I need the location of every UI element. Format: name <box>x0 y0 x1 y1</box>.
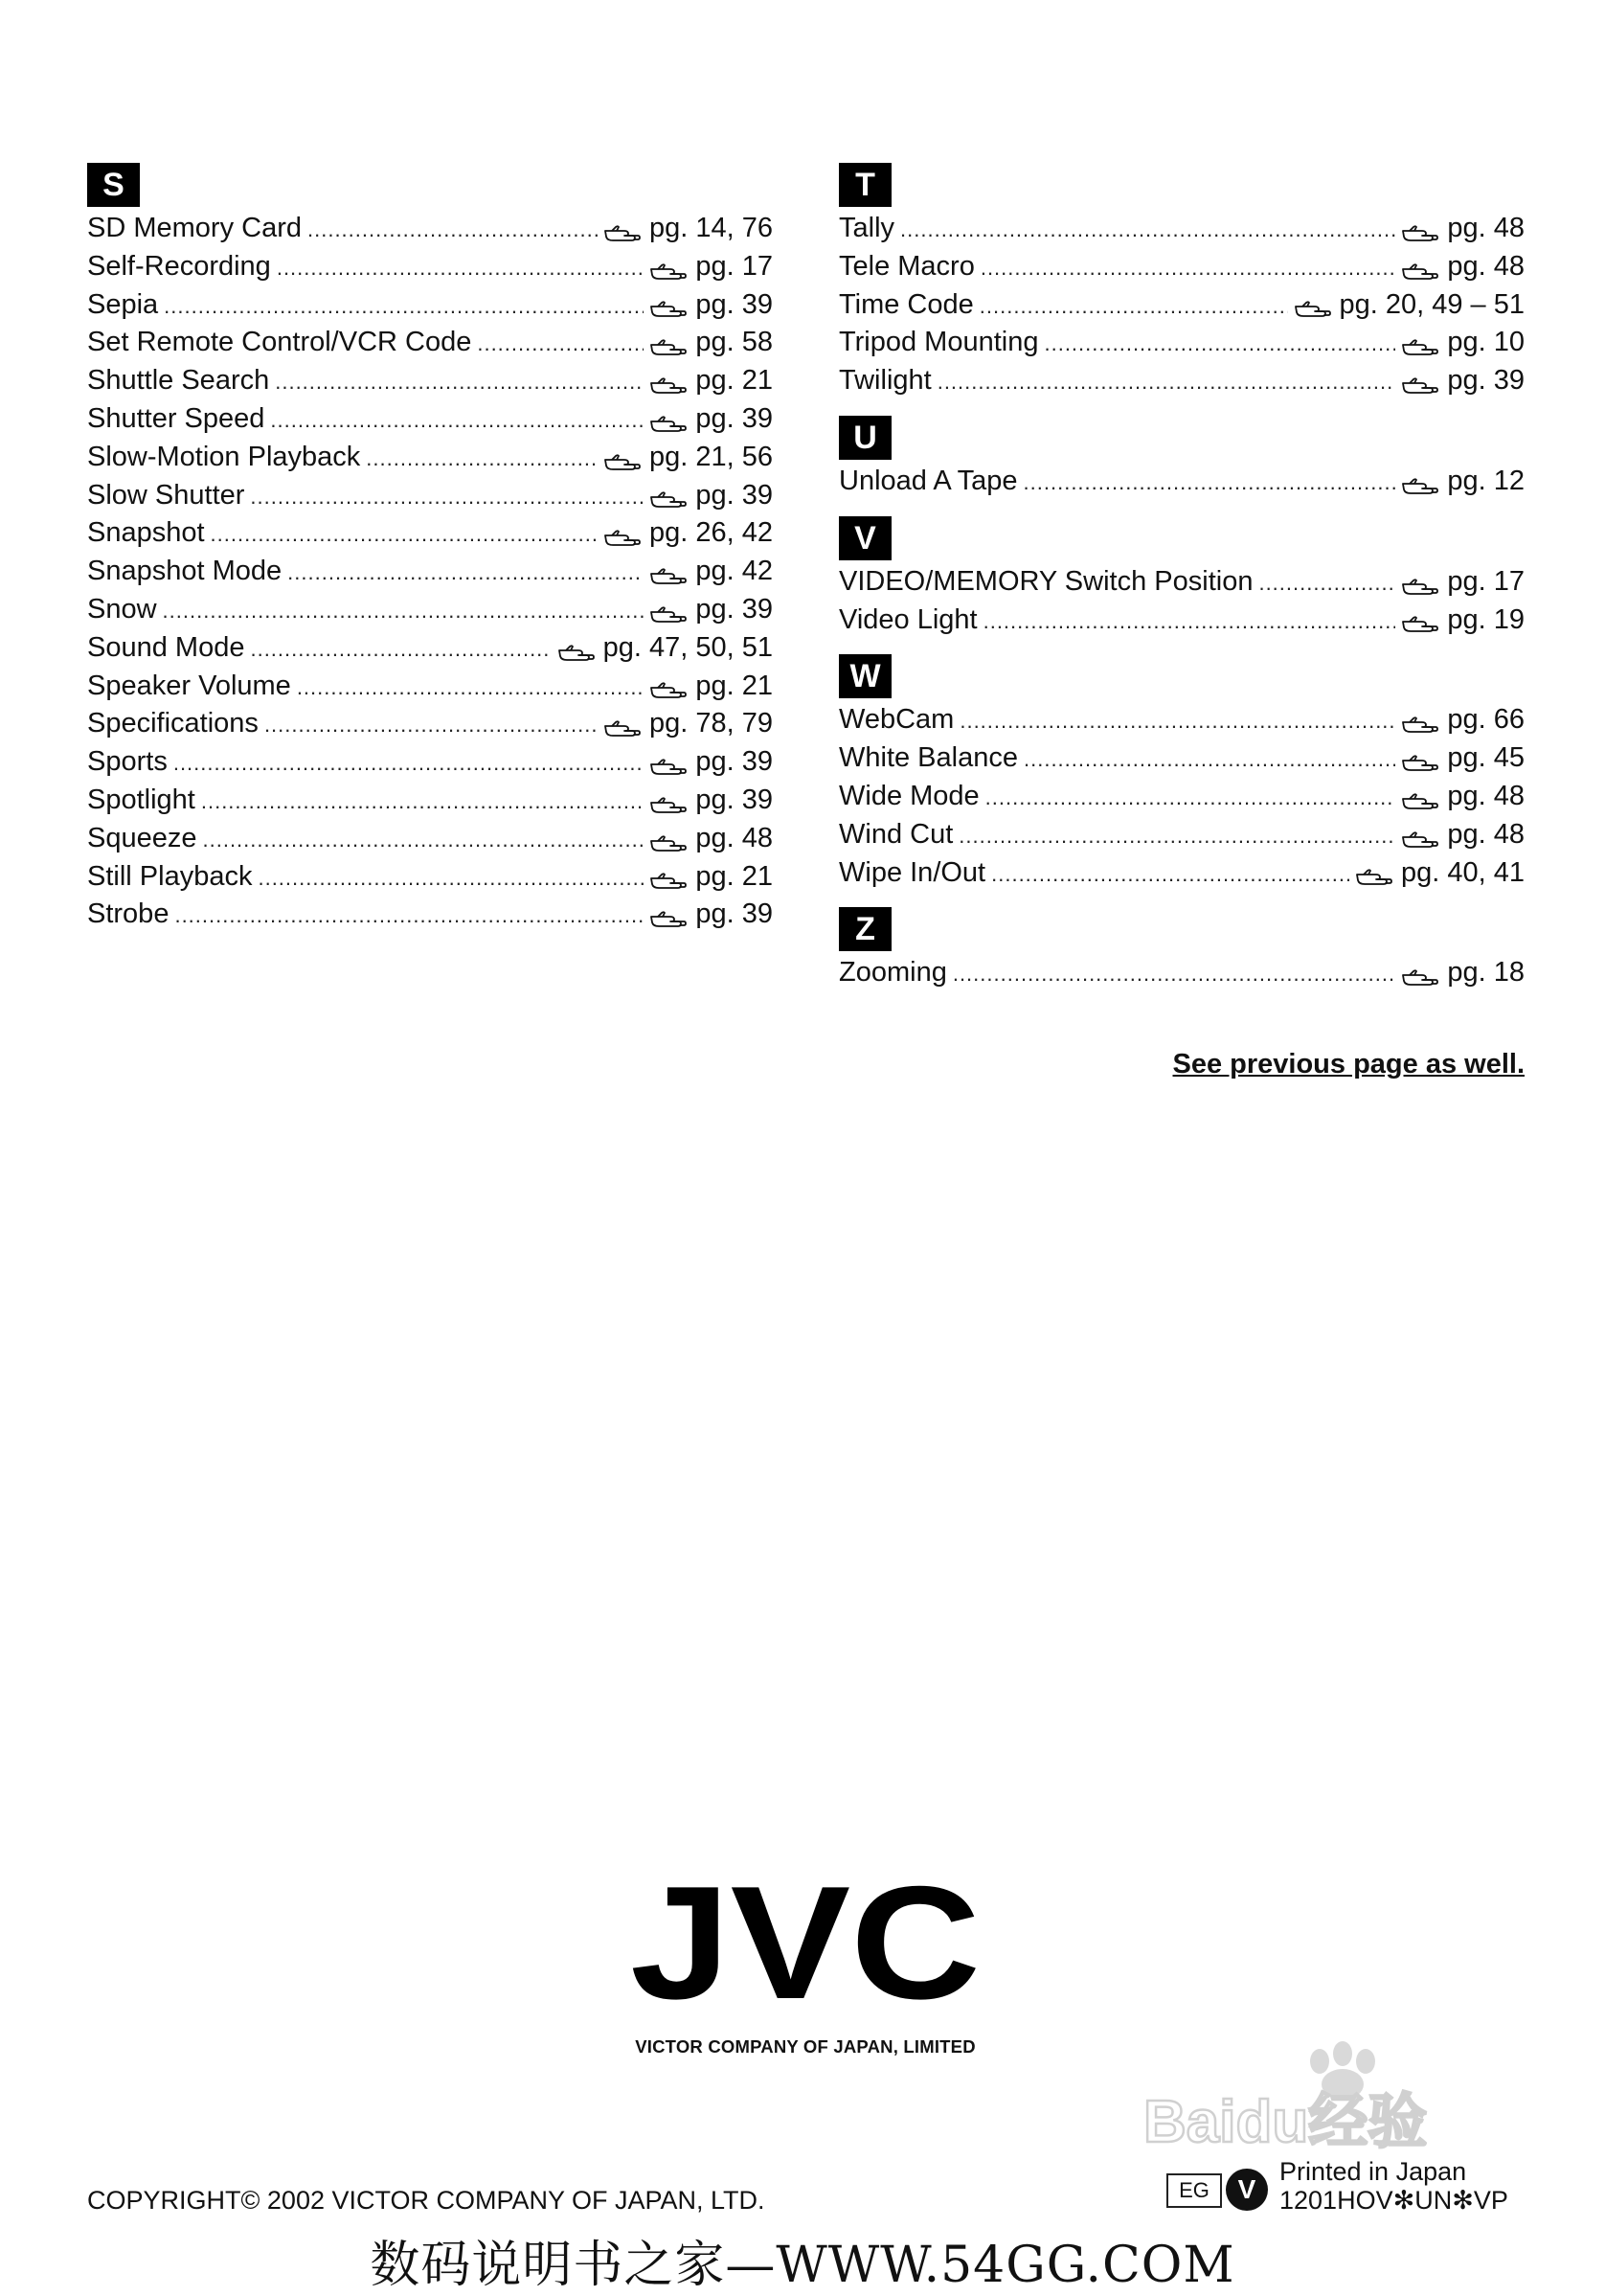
index-section-v <box>839 516 1525 640</box>
pointing-hand-icon <box>1401 748 1439 769</box>
entry-pages: pg. 66 <box>1447 704 1525 736</box>
entry-pages: pg. 21, 56 <box>649 441 773 472</box>
index-entry <box>87 477 773 515</box>
index-entry <box>87 362 773 400</box>
dot-leader <box>1024 464 1396 502</box>
index-entry <box>87 743 773 782</box>
entry-term: Shutter Speed <box>87 402 265 434</box>
dot-leader <box>211 515 598 554</box>
index-entry <box>839 954 1525 992</box>
pointing-hand-icon <box>1355 862 1393 883</box>
dot-leader <box>953 955 1396 993</box>
dot-leader <box>307 211 598 249</box>
entry-term: Specifications <box>87 708 259 739</box>
section-letter: Z <box>839 907 892 951</box>
print-code: 1201HOV✻UN✻VP <box>1279 2186 1508 2215</box>
watermark-text: Baidu经验 <box>1143 2089 1428 2155</box>
section-letter: W <box>839 654 892 698</box>
pointing-hand-icon <box>1401 371 1439 392</box>
pointing-hand-icon <box>649 257 688 278</box>
index-entry <box>839 463 1525 501</box>
pointing-hand-icon <box>1401 786 1439 807</box>
entry-term: White Balance <box>839 742 1018 774</box>
index-entry <box>87 553 773 591</box>
dot-leader <box>250 478 644 516</box>
entry-term: Still Playback <box>87 860 253 892</box>
pointing-hand-icon <box>649 371 688 392</box>
entry-term: Tally <box>839 213 895 243</box>
dot-leader <box>163 592 644 630</box>
dot-leader <box>250 630 551 669</box>
entry-term: Time Code <box>839 288 974 320</box>
entry-pages: pg. 39 <box>695 288 773 320</box>
entry-pages: pg. 45 <box>1447 742 1525 774</box>
index-entry <box>839 739 1525 778</box>
entry-term: Snapshot <box>87 517 205 549</box>
entry-term: Slow-Motion Playback <box>87 441 361 472</box>
index-entry <box>839 324 1525 362</box>
entry-term: Sound Mode <box>87 631 245 663</box>
index-entry <box>87 439 773 477</box>
dot-leader <box>297 669 644 707</box>
entry-term: Snapshot Mode <box>87 556 283 587</box>
entry-pages: pg. 48 <box>1447 818 1525 850</box>
see-previous-page-note: See previous page as well. <box>1172 1049 1525 1080</box>
region-code-badge: EG <box>1166 2173 1222 2208</box>
pointing-hand-icon <box>649 752 688 773</box>
entry-pages: pg. 21 <box>695 670 773 701</box>
entry-pages: pg. 48 <box>1447 250 1525 282</box>
entry-pages: pg. 39 <box>695 898 773 930</box>
index-entry <box>839 362 1525 400</box>
entry-term: Snow <box>87 593 157 625</box>
pointing-hand-icon <box>1401 825 1439 846</box>
pointing-hand-icon <box>1401 710 1439 731</box>
entry-term: Strobe <box>87 898 170 930</box>
dot-leader <box>174 897 644 935</box>
index-entry <box>87 400 773 439</box>
pointing-hand-icon <box>1401 471 1439 492</box>
entry-pages: pg. 39 <box>695 593 773 625</box>
entry-term: VIDEO/MEMORY Switch Position <box>839 565 1254 597</box>
dot-leader <box>258 859 644 898</box>
index-entry <box>839 701 1525 739</box>
pointing-hand-icon <box>603 447 642 468</box>
copyright-notice: COPYRIGHT© 2002 VICTOR COMPANY OF JAPAN, LTD. <box>87 2186 765 2215</box>
entry-term: Video Light <box>839 603 978 635</box>
index-entry <box>87 629 773 668</box>
pointing-hand-icon <box>649 409 688 430</box>
entry-term: Sports <box>87 746 168 778</box>
entry-term: Wipe In/Out <box>839 856 986 888</box>
company-name: VICTOR COMPANY OF JAPAN, LIMITED <box>635 2036 976 2057</box>
dot-leader <box>1258 564 1395 602</box>
entry-pages: pg. 48 <box>1447 213 1525 243</box>
index-section-u <box>839 416 1525 501</box>
entry-pages: pg. 58 <box>695 327 773 358</box>
entry-term: Twilight <box>839 365 932 397</box>
dot-leader <box>959 817 1395 855</box>
entry-term: Self-Recording <box>87 250 271 282</box>
index-column-left <box>87 163 773 949</box>
section-letter: V <box>839 516 892 560</box>
index-section-t <box>839 163 1525 400</box>
index-entry <box>87 210 773 248</box>
entry-pages: pg. 12 <box>1447 465 1525 496</box>
index-entry <box>87 820 773 858</box>
entry-term: Slow Shutter <box>87 479 245 511</box>
entry-term: Wide Mode <box>839 780 980 811</box>
index-entry <box>87 668 773 706</box>
pointing-hand-icon <box>557 638 596 659</box>
entry-term: WebCam <box>839 704 955 736</box>
entry-pages: pg. 40, 41 <box>1401 856 1525 888</box>
jvc-logo <box>628 1885 983 2000</box>
dot-leader <box>985 779 1396 817</box>
entry-term: Speaker Volume <box>87 670 291 701</box>
pointing-hand-icon <box>649 332 688 353</box>
pointing-hand-icon <box>603 714 642 735</box>
entry-term: Wind Cut <box>839 818 954 850</box>
entry-pages: pg. 48 <box>1447 780 1525 811</box>
index-entry <box>839 210 1525 248</box>
entry-pages: pg. 39 <box>695 479 773 511</box>
index-entry <box>87 782 773 820</box>
entry-pages: pg. 78, 79 <box>649 708 773 739</box>
index-entry <box>839 602 1525 640</box>
print-info <box>1279 2157 1508 2215</box>
index-entry <box>87 858 773 897</box>
dot-leader <box>981 249 1396 287</box>
entry-pages: pg. 19 <box>1447 603 1525 635</box>
dot-leader <box>477 325 644 363</box>
index-entry <box>87 248 773 286</box>
entry-pages: pg. 39 <box>695 746 773 778</box>
dot-leader <box>983 602 1396 641</box>
pointing-hand-icon <box>603 218 642 239</box>
index-entry <box>839 854 1525 893</box>
dot-leader <box>900 211 1395 249</box>
entry-term: SD Memory Card <box>87 213 302 243</box>
entry-term: Unload A Tape <box>839 465 1018 496</box>
dot-leader <box>270 401 644 440</box>
dot-leader <box>938 363 1396 401</box>
pointing-hand-icon <box>649 600 688 621</box>
index-section-s <box>87 163 773 934</box>
pointing-hand-icon <box>1401 332 1439 353</box>
pointing-hand-icon <box>649 790 688 811</box>
entry-term: Tele Macro <box>839 250 975 282</box>
entry-pages: pg. 47, 50, 51 <box>602 631 773 663</box>
dot-leader <box>201 783 644 821</box>
section-letter: U <box>839 416 892 460</box>
entry-term: Spotlight <box>87 784 195 815</box>
jvc-logo-icon <box>628 1885 983 2000</box>
entry-term: Squeeze <box>87 822 197 853</box>
entry-pages: pg. 17 <box>695 250 773 282</box>
dot-leader <box>366 440 598 478</box>
entry-pages: pg. 14, 76 <box>649 213 773 243</box>
entry-term: Sepia <box>87 288 159 320</box>
section-letter: S <box>87 163 140 207</box>
entry-term: Set Remote Control/VCR Code <box>87 327 472 358</box>
dot-leader <box>980 287 1288 326</box>
baidu-watermark <box>1140 2040 1523 2155</box>
pointing-hand-icon <box>649 485 688 506</box>
dot-leader <box>275 363 644 401</box>
pointing-hand-icon <box>1401 609 1439 630</box>
entry-pages: pg. 21 <box>695 860 773 892</box>
pointing-hand-icon <box>649 829 688 850</box>
index-column-right <box>839 163 1525 1008</box>
pointing-hand-icon <box>603 523 642 544</box>
printed-in-label: Printed in Japan <box>1279 2157 1467 2186</box>
index-entry <box>87 591 773 629</box>
entry-term: Shuttle Search <box>87 365 270 397</box>
v-mark-icon: V <box>1226 2169 1268 2211</box>
pointing-hand-icon <box>649 294 688 315</box>
entry-term: Tripod Mounting <box>839 327 1039 358</box>
index-entry <box>87 514 773 553</box>
index-entry <box>839 778 1525 816</box>
index-section-z <box>839 907 1525 992</box>
index-entry <box>87 705 773 743</box>
footer-banner: 数码说明书之家—WWW.54GG.COM <box>370 2237 1235 2294</box>
section-letter: T <box>839 163 892 207</box>
entry-pages: pg. 18 <box>1447 957 1525 989</box>
dot-leader <box>287 554 644 592</box>
dot-leader <box>277 249 644 287</box>
entry-pages: pg. 21 <box>695 365 773 397</box>
dot-leader <box>164 287 644 326</box>
pointing-hand-icon <box>649 904 688 925</box>
index-entry <box>839 816 1525 854</box>
index-entry <box>839 248 1525 286</box>
entry-pages: pg. 17 <box>1447 565 1525 597</box>
pointing-hand-icon <box>1401 963 1439 984</box>
dot-leader <box>960 702 1395 740</box>
entry-pages: pg. 20, 49 – 51 <box>1339 288 1525 320</box>
entry-pages: pg. 48 <box>695 822 773 853</box>
pointing-hand-icon <box>649 866 688 887</box>
dot-leader <box>1044 325 1395 363</box>
pointing-hand-icon <box>1401 257 1439 278</box>
dot-leader <box>264 706 598 744</box>
entry-pages: pg. 42 <box>695 556 773 587</box>
entry-pages: pg. 39 <box>695 402 773 434</box>
index-entry <box>87 286 773 325</box>
entry-term: Zooming <box>839 957 947 989</box>
entry-pages: pg. 10 <box>1447 327 1525 358</box>
index-entry <box>87 324 773 362</box>
entry-pages: pg. 26, 42 <box>649 517 773 549</box>
entry-pages: pg. 39 <box>695 784 773 815</box>
logo-wordmark: JVC <box>630 1885 981 2000</box>
pointing-hand-icon <box>1401 218 1439 239</box>
index-section-w <box>839 654 1525 892</box>
pointing-hand-icon <box>649 675 688 696</box>
pointing-hand-icon <box>1294 294 1332 315</box>
dot-leader <box>173 744 644 783</box>
entry-pages: pg. 39 <box>1447 365 1525 397</box>
dot-leader <box>991 855 1349 894</box>
index-entry <box>87 896 773 934</box>
pointing-hand-icon <box>649 561 688 582</box>
index-entry <box>839 563 1525 602</box>
index-entry <box>839 286 1525 325</box>
dot-leader <box>203 821 644 859</box>
dot-leader <box>1024 740 1395 779</box>
pointing-hand-icon <box>1401 572 1439 593</box>
